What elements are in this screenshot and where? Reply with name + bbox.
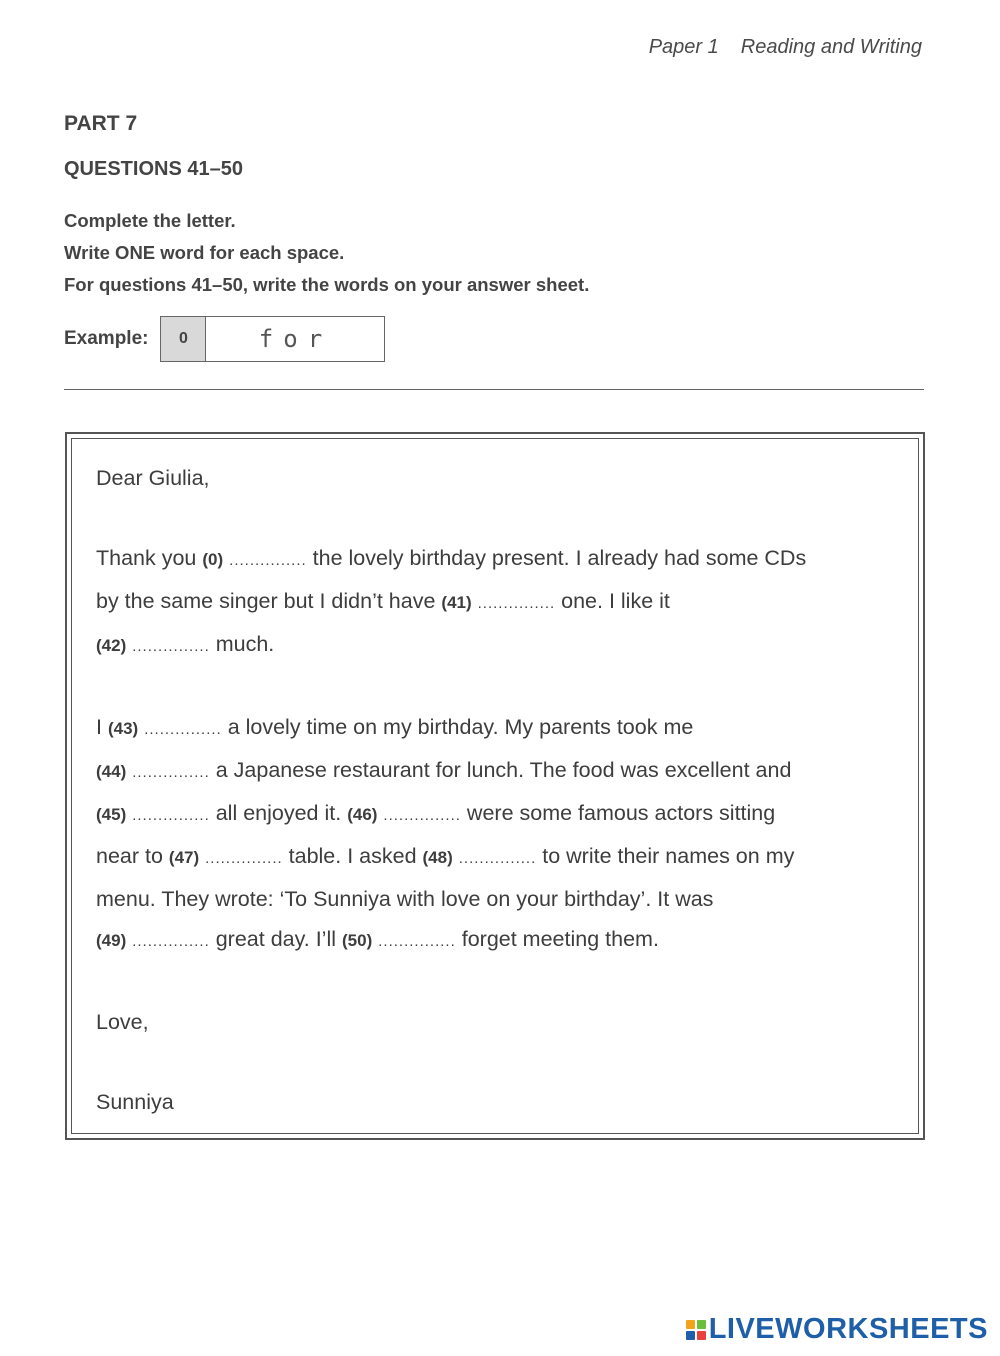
- letter-body: [96, 458, 896, 1122]
- question-number-49: (49): [96, 931, 127, 950]
- text-run: to write their names on my: [542, 844, 795, 868]
- divider: [64, 389, 924, 390]
- instruction-line: Write ONE word for each space.: [64, 242, 345, 263]
- answer-blank-49[interactable]: ...............: [132, 933, 210, 950]
- section-label: Reading and Writing: [740, 36, 922, 58]
- example-row: [64, 316, 385, 362]
- text-run: near to: [96, 844, 163, 868]
- question-number-47: (47): [168, 848, 200, 867]
- liveworksheets-logo-text: LIVEWORKSHEETS: [708, 1313, 988, 1345]
- part-title: PART 7: [64, 112, 138, 135]
- question-number-50: (50): [342, 931, 373, 950]
- instruction-line: Complete the letter.: [64, 210, 236, 231]
- text-run: the lovely birthday present. I already had some CDs: [312, 546, 807, 570]
- text-run: I: [96, 715, 102, 739]
- answer-blank-42[interactable]: ...............: [132, 638, 210, 655]
- example-number: 0: [161, 317, 206, 361]
- letter-paragraph-2: [96, 707, 896, 962]
- question-number-0: (0): [202, 550, 224, 569]
- page-header: [649, 36, 922, 59]
- answer-blank-48[interactable]: ...............: [458, 850, 537, 867]
- text-run: forget meeting them.: [461, 927, 659, 951]
- answer-blank-0: ...............: [229, 552, 307, 569]
- answer-blank-43[interactable]: ...............: [144, 721, 222, 738]
- answer-blank-50[interactable]: ...............: [378, 933, 456, 950]
- text-run: one. I like it: [561, 589, 670, 613]
- question-number-48: (48): [422, 848, 453, 867]
- instructions: [64, 205, 589, 301]
- answer-blank-46[interactable]: ...............: [383, 807, 461, 824]
- liveworksheets-logo[interactable]: [686, 1313, 988, 1346]
- text-run: menu. They wrote: ‘To Sunniya with love on your birthday’. It was: [96, 887, 714, 911]
- text-run: Thank you: [96, 546, 197, 570]
- liveworksheets-logo-icon: [686, 1320, 706, 1340]
- text-run: much.: [215, 632, 275, 656]
- text-run: all enjoyed it.: [215, 801, 342, 825]
- question-number-41: (41): [441, 593, 472, 612]
- answer-blank-47[interactable]: ...............: [205, 850, 283, 867]
- question-number-45: (45): [96, 805, 127, 824]
- text-run: by the same singer but I didn’t have: [96, 589, 436, 613]
- question-number-42: (42): [96, 636, 127, 655]
- question-number-43: (43): [107, 719, 139, 738]
- text-run: great day. I’ll: [215, 927, 337, 951]
- answer-blank-45[interactable]: ...............: [132, 807, 210, 824]
- text-run: table. I asked: [288, 844, 417, 868]
- instruction-line: For questions 41–50, write the words on your answer sheet.: [64, 274, 590, 295]
- letter-signature: Sunniya: [96, 1090, 174, 1114]
- example-label: Example:: [64, 328, 149, 349]
- question-number-44: (44): [96, 762, 127, 781]
- letter-greeting: Dear Giulia,: [96, 466, 210, 490]
- questions-title: QUESTIONS 41–50: [64, 158, 243, 180]
- example-answer: for: [258, 325, 333, 353]
- text-run: were some famous actors sitting: [466, 801, 776, 825]
- answer-blank-44[interactable]: ...............: [132, 764, 210, 781]
- letter-paragraph-1: [96, 538, 896, 667]
- letter-closing: Love,: [96, 1010, 149, 1034]
- answer-blank-41[interactable]: ...............: [477, 595, 556, 612]
- text-run: a Japanese restaurant for lunch. The food was excellent and: [215, 758, 792, 782]
- example-box: [160, 316, 385, 362]
- text-run: a lovely time on my birthday. My parents took me: [227, 715, 694, 739]
- question-number-46: (46): [347, 805, 378, 824]
- paper-label: Paper 1: [648, 36, 719, 58]
